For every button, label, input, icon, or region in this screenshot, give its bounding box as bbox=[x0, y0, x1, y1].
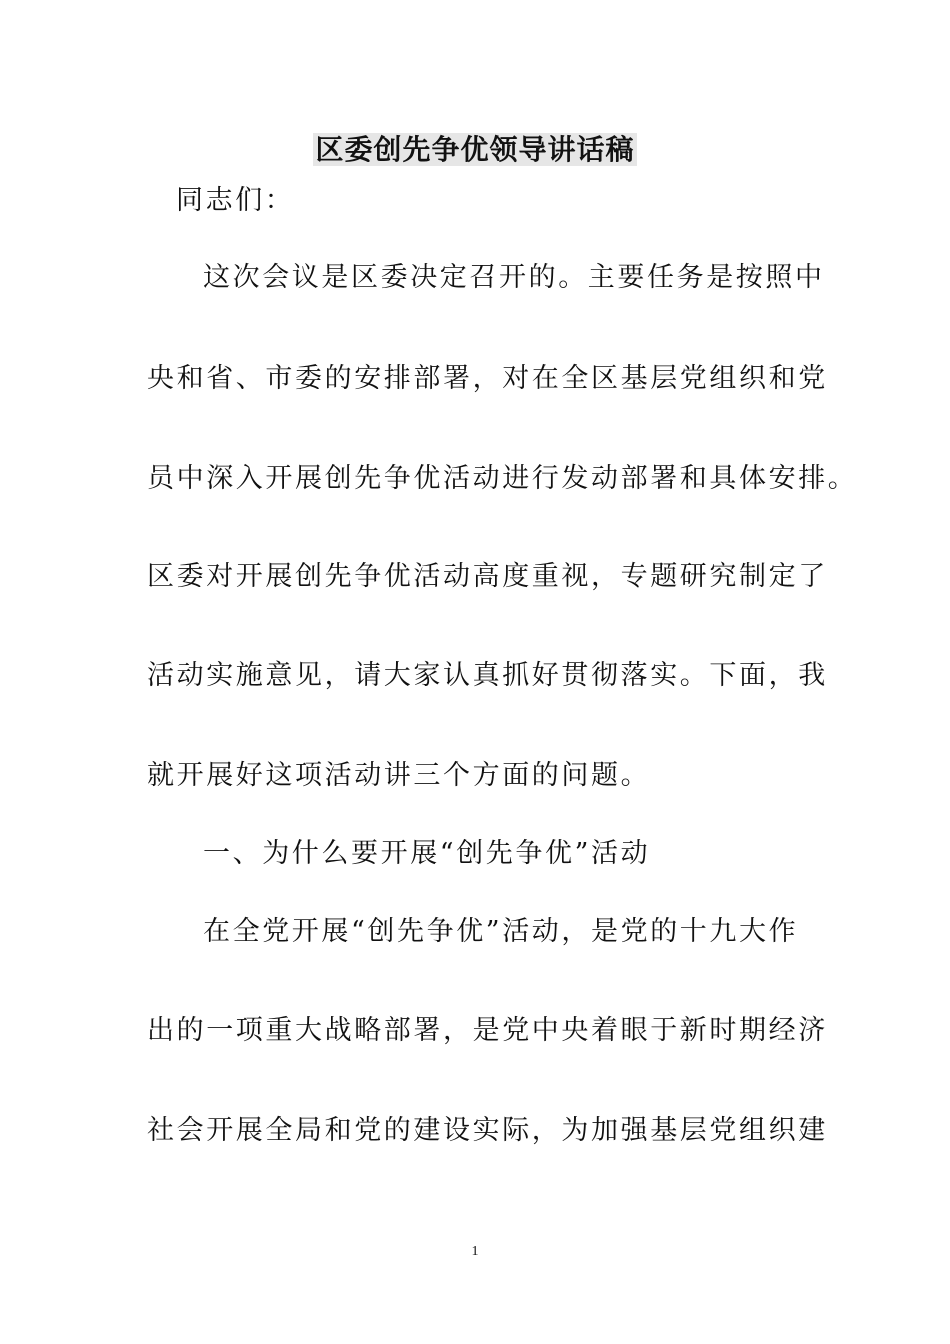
body-line: 央和省、市委的安排部署，对在全区基层党组织和党 bbox=[147, 363, 828, 394]
page-number: 1 bbox=[471, 1244, 479, 1259]
document-title-text: 区委创先争优领导讲话稿 bbox=[315, 133, 635, 166]
body-line: 员中深入开展创先争优活动进行发动部署和具体安排。 bbox=[147, 463, 858, 494]
body-line: 区委对开展创先争优活动高度重视，专题研究制定了 bbox=[147, 561, 828, 592]
body-line: 这次会议是区委决定召开的。主要任务是按照中 bbox=[203, 262, 825, 293]
section-heading: 一、为什么要开展“创先争优”活动 bbox=[203, 838, 651, 869]
body-line: 出的一项重大战略部署，是党中央着眼于新时期经济 bbox=[147, 1015, 828, 1046]
body-line: 活动实施意见，请大家认真抓好贯彻落实。下面，我 bbox=[147, 660, 828, 691]
body-line: 就开展好这项活动讲三个方面的问题。 bbox=[147, 760, 651, 791]
body-line: 在全党开展“创先争优”活动，是党的十九大作 bbox=[203, 916, 799, 947]
greeting: 同志们： bbox=[176, 185, 295, 216]
document-title bbox=[0, 132, 950, 168]
body-line: 社会开展全局和党的建设实际，为加强基层党组织建 bbox=[147, 1115, 828, 1146]
